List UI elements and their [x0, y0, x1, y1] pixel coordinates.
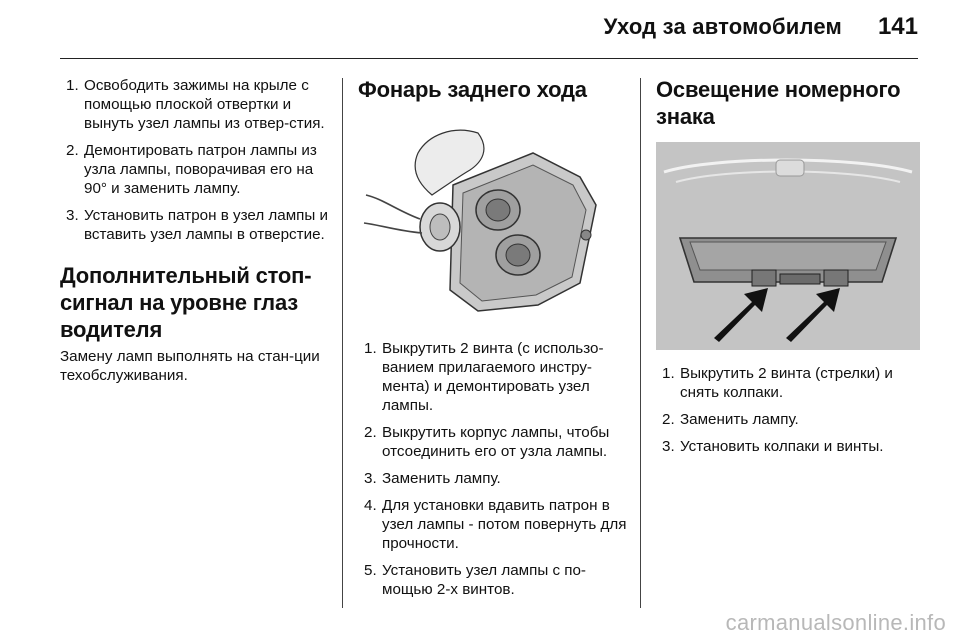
column-1	[60, 76, 332, 385]
list-item: 3. Установить патрон в узел лампы и вставить узел лампы в отверстие.	[66, 207, 329, 243]
column-divider-1	[342, 78, 343, 608]
list-item: 2. Заменить лампу.	[662, 411, 799, 428]
list-item: 5. Установить узел лампы с по-мощью 2-х винтов.	[364, 562, 586, 598]
list-item: 4. Для установки вдавить патрон в узел лампы - потом повернуть для прочности.	[364, 497, 627, 552]
section-title-license-plate-light: Освещение номерного знака	[656, 77, 901, 129]
watermark: carmanualsonline.info	[725, 610, 946, 635]
column-divider-2	[640, 78, 641, 608]
section-title-brake-light: Дополнительный стоп-сигнал на уровне глаз водителя	[60, 263, 312, 342]
list-item: 3. Установить колпаки и винты.	[662, 438, 884, 455]
column-3	[656, 76, 924, 464]
page-header-title: Уход за автомобилем	[603, 14, 842, 39]
list-item: 1. Освободить зажимы на крыле с помощью плоской отвертки и вынуть узел лампы из отвер-стия.	[66, 77, 325, 132]
list-item: 1. Выкрутить 2 винта (с использо-ванием прилагаемого инстру-мента) и демонтировать узел лампы.	[364, 340, 604, 414]
reverse-light-illustration	[358, 115, 630, 325]
column-2	[358, 76, 630, 607]
list-item: 2. Выкрутить корпус лампы, чтобы отсоединить его от узла лампы.	[364, 424, 610, 460]
page-number: 141	[877, 13, 918, 40]
license-plate-light-illustration	[656, 142, 924, 350]
steps-list-col3	[656, 364, 924, 456]
service-note: Замену ламп выполнять на стан-ции техобслуживания.	[60, 348, 320, 384]
steps-list-col1	[60, 76, 332, 244]
list-item: 2. Демонтировать патрон лампы из узла лампы, поворачивая его на 90° и заменить лампу.	[66, 142, 317, 197]
list-item: 1. Выкрутить 2 винта (стрелки) и снять колпаки.	[662, 365, 893, 401]
section-title-reverse-light: Фонарь заднего хода	[358, 77, 587, 102]
steps-list-col2	[358, 339, 630, 599]
header-divider	[60, 58, 918, 59]
list-item: 3. Заменить лампу.	[364, 470, 501, 487]
